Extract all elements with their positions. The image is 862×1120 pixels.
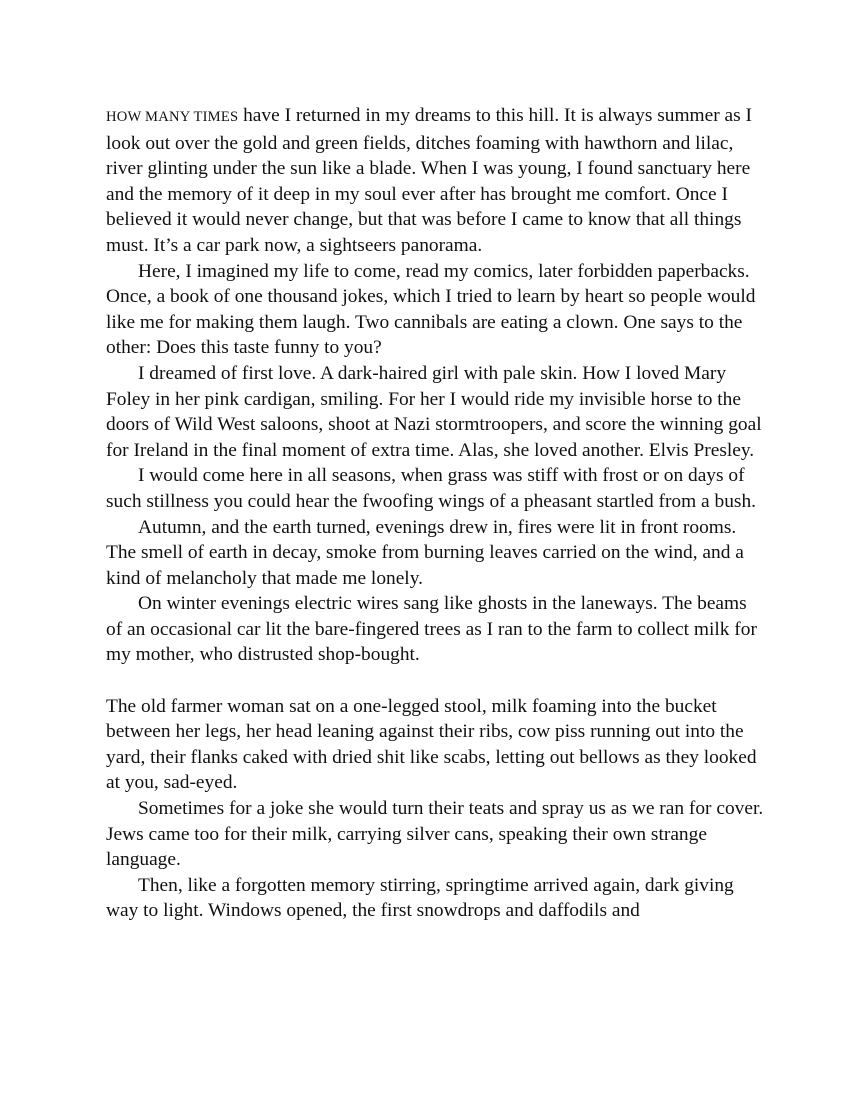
paragraph-farmer-woman: The old farmer woman sat on a one-legged stool, milk foaming into the bucket between her legs, her head leaning against their ribs, cow piss running out into the yard, their flanks caked with dried shit like scabs, letting out bellows as they looked at you, sad-eyed. (106, 695, 757, 794)
paragraph-winter: On winter evenings electric wires sang like ghosts in the laneways. The beams of an occasional car lit the bare-fingered trees as I ran to the farm to collect milk for my mother, who distrusted shop-bought. (106, 593, 757, 666)
paragraph-springtime: Then, like a forgotten memory stirring, springtime arrived again, dark giving way to light. Windows opened, the first snowdrops and daffodils and (106, 874, 734, 922)
book-page (106, 103, 766, 924)
opening-smallcaps-lead: HOW MANY TIMES (106, 109, 239, 125)
paragraph-comics: Here, I imagined my life to come, read my comics, later forbidden paperbacks. Once, a book of one thousand jokes, which I tried to learn by heart so people would like me for making them laugh. Two cannibals are eating a clown. One says to the other: Does this taste funny to you? (106, 260, 756, 359)
opening-paragraph-text: have I returned in my dreams to this hill. It is always summer as I look out over the gold and green fields, ditches foaming with hawthorn and lilac, river glinting under the sun like a blade. When I was young, I found sanctuary here and the memory of it deep in my soul ever after has brought me comfort. Once I believed it would never change, but that was before I came to know that all things must. It’s a car park now, a sightseers panorama. (106, 105, 753, 256)
paragraph-first-love: I dreamed of first love. A dark-haired girl with pale skin. How I loved Mary Foley in her pink cardigan, smiling. For her I would ride my invisible horse to the doors of Wild West saloons, shoot at Nazi stormtroopers, and score the winning goal for Ireland in the final moment of extra time. Alas, she loved another. Elvis Presley. (106, 362, 762, 461)
paragraph-joke-spray: Sometimes for a joke she would turn their teats and spray us as we ran for cover. Jews came too for their milk, carrying silver cans, speaking their own strange language. (106, 798, 764, 871)
opening-paragraph (106, 103, 766, 259)
paragraph-seasons: I would come here in all seasons, when grass was stiff with frost or on days of such stillness you could hear the fwoofing wings of a pheasant startled from a bush. (106, 465, 756, 512)
section-break (106, 668, 766, 694)
paragraph-autumn: Autumn, and the earth turned, evenings drew in, fires were lit in front rooms. The smell of earth in decay, smoke from burning leaves carried on the wind, and a kind of melancholy that made me lonely. (106, 516, 744, 589)
